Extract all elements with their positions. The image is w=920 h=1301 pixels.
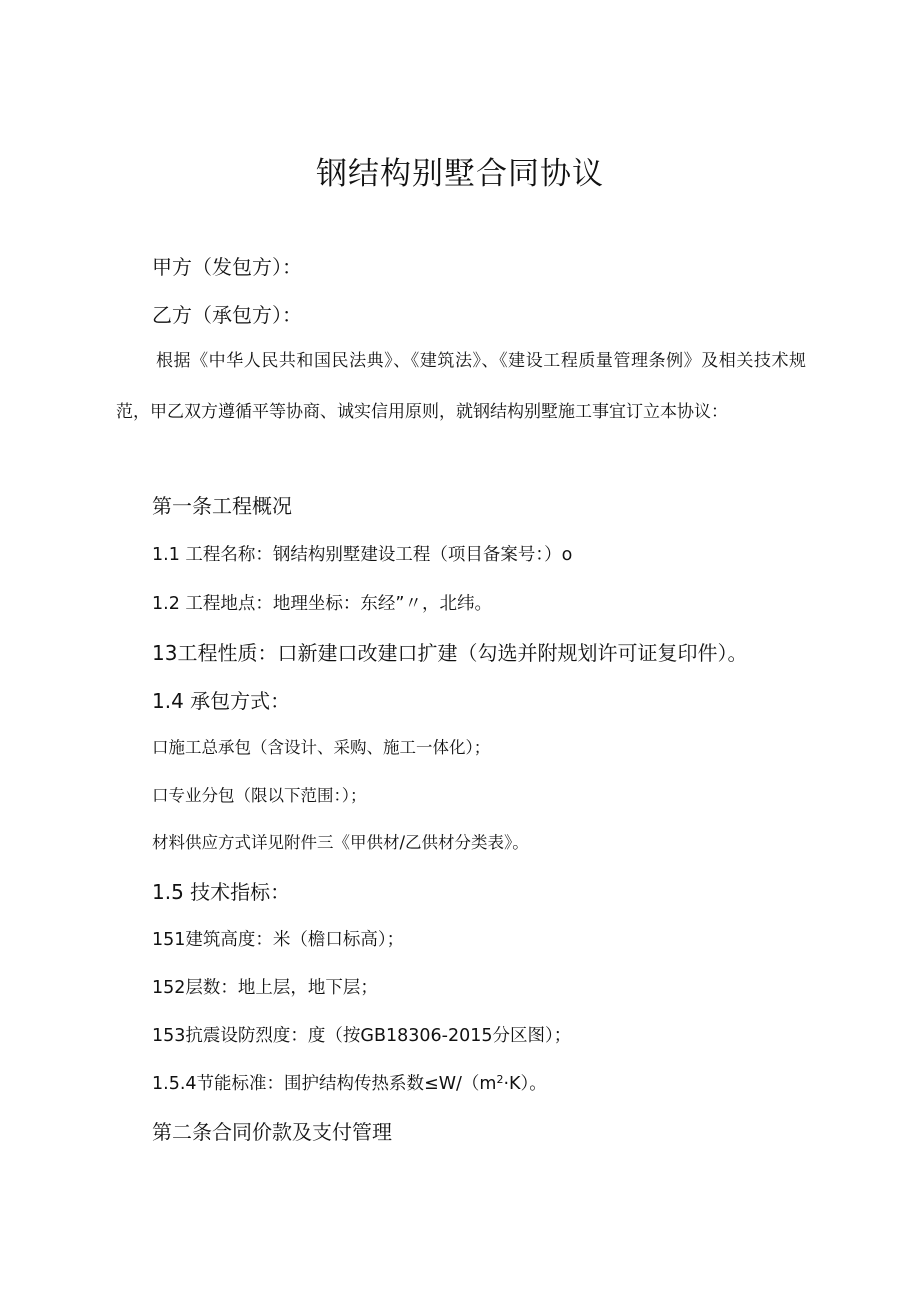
article2-heading: 第二条合同价款及支付管理	[152, 1120, 392, 1144]
preamble-paragraph: 根据《中华人民共和国民法典》、《建筑法》、《建设工程质量管理条例》及相关技术规范，甲乙双方遵循平等协商、诚实信用原则，就钢结构别墅施工事宜订立本协议：	[116, 351, 806, 422]
item-1-5-3: 153抗震设防烈度：度（按GB18306-2015分区图）；	[152, 1026, 572, 1046]
option-sub-contract: 口专业分包（限以下范围：）；	[152, 786, 367, 805]
option-general-contract: 口施工总承包（含设计、采购、施工一体化）；	[152, 738, 491, 757]
item-1-5-4-prefix: 1.5.4节能标准：围护结构传热系数≤W/（m	[152, 1074, 497, 1094]
item-1-5-4-superscript: 2	[496, 1073, 504, 1086]
item-1-2: 1.2 工程地点：地理坐标：东经”〃，北纬。	[152, 594, 492, 614]
party-b-line: 乙方（承包方）：	[152, 303, 302, 327]
item-1-5-1: 151建筑高度：米（檐口标高）；	[152, 930, 405, 950]
item-1-5-2: 152层数：地上层，地下层；	[152, 978, 378, 998]
item-1-5-4	[152, 1070, 547, 1095]
article1-heading: 第一条工程概况	[152, 494, 292, 518]
item-1-4: 1.4 承包方式：	[152, 689, 291, 713]
item-1-1: 1.1 工程名称：钢结构别墅建设工程（项目备案号：）o	[152, 545, 573, 565]
page-title: 钢结构别墅合同协议	[316, 156, 604, 192]
item-1-3: 13工程性质：口新建口改建口扩建（勾选并附规划许可证复印件）。	[152, 641, 748, 665]
item-1-5: 1.5 技术指标：	[152, 880, 291, 904]
materials-line: 材料供应方式详见附件三《甲供材/乙供材分类表》。	[152, 833, 529, 852]
item-1-5-4-suffix: ·K）。	[503, 1074, 547, 1094]
party-a-line: 甲方（发包方）：	[152, 255, 302, 279]
